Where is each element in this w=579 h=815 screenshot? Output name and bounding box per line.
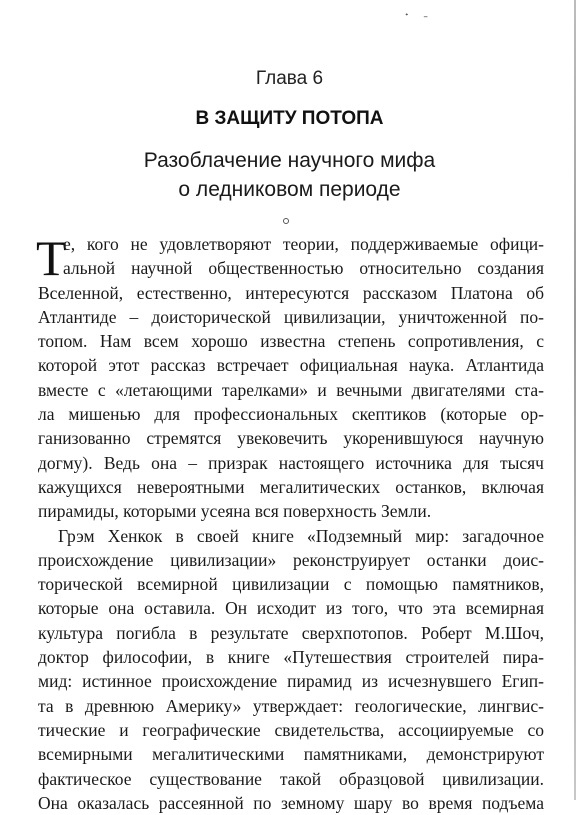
subtitle-line-1: Разоблачение научного мифа bbox=[143, 149, 436, 172]
text-line: Вселенной, естественно, интересуются рассказом Платона об bbox=[38, 282, 544, 303]
text-line: доктор философии, в книге «Путешествия строителей пира- bbox=[38, 647, 544, 668]
corner-marks: ᐩ – bbox=[405, 12, 434, 22]
text-line: торической всемирной цивилизации с помощью памятников, bbox=[38, 574, 544, 595]
text-line: топом. Нам всем хорошо известна степень сопротивления, с bbox=[38, 331, 544, 352]
text-line: ганизованно стремятся увековечить укоренившуюся научную bbox=[38, 428, 544, 449]
body-text bbox=[38, 232, 544, 815]
text-line: е, кого не удовлетворяют теории, поддерживаемые офици- bbox=[63, 234, 544, 254]
text-line: та в древнюю Америку» утверждает: геологические, лингвис- bbox=[38, 695, 544, 716]
text-line: кажущихся невероятными мегалитических останков, включая bbox=[38, 476, 544, 497]
text-line: догму). Ведь она – призрак настоящего источника для тысяч bbox=[38, 452, 544, 473]
text-line: культура погибла в результате сверхпотопов. Роберт М.Шоч, bbox=[38, 622, 544, 643]
section-ornament bbox=[283, 218, 289, 224]
text-line: пирамиды, которыми усеяна вся поверхность Земли. bbox=[38, 501, 432, 522]
text-line: Атлантиде – доисторической цивилизации, уничтоженной по- bbox=[38, 306, 544, 327]
text-line: ла мишенью для профессиональных скептиков (которые ор- bbox=[38, 404, 544, 425]
text-line: Грэм Хенкок в своей книге «Подземный мир: загадочное bbox=[58, 525, 544, 546]
text-line: мид: истинное происхождение пирамид из исчезнувшего Егип- bbox=[38, 671, 544, 692]
text-line: альной научной общественностью относительно создания bbox=[63, 258, 544, 279]
text-line: которые она оставила. Он исходит из того, что эта всемирная bbox=[38, 598, 544, 619]
text-line: фактическое существование такой образцовой цивилизации. bbox=[38, 768, 544, 789]
text-line: тические и географические свидетельства, ассоциируемые со bbox=[38, 719, 544, 740]
text-line: Она оказалась рассеянной по земному шару во время подъема bbox=[38, 792, 544, 813]
drop-cap: Т bbox=[36, 230, 67, 286]
text-line: всемирными мегалитическими памятниками, демонстрируют bbox=[38, 744, 544, 765]
text-line: которой этот рассказ встречает официальная наука. Атлантида bbox=[38, 355, 544, 376]
chapter-label: Глава 6 bbox=[255, 68, 324, 89]
text-line: происхождение цивилизации» реконструирует останки доис- bbox=[38, 549, 544, 570]
chapter-title: В ЗАЩИТУ ПОТОПА bbox=[195, 108, 384, 129]
text-line: вместе с «летающими тарелками» и вечными двигателями ста- bbox=[38, 379, 544, 400]
chapter-subtitle bbox=[0, 146, 579, 204]
subtitle-line-2: о ледниковом периоде bbox=[178, 178, 401, 201]
